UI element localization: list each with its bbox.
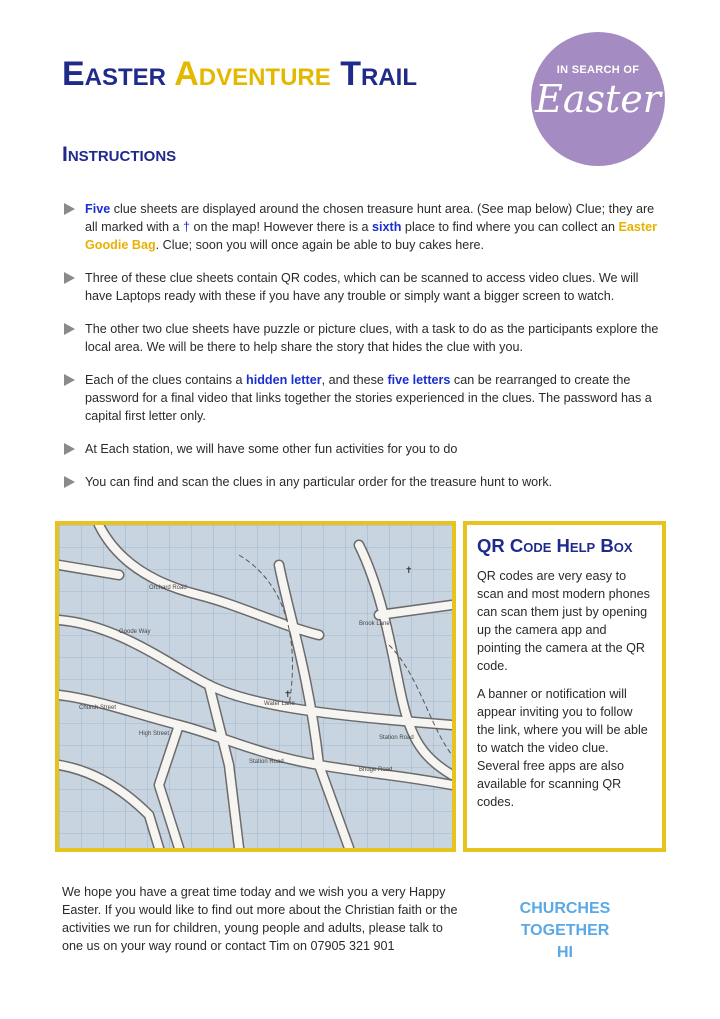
instructions-list <box>62 200 662 506</box>
church-cross-icon: ✝ <box>405 566 413 576</box>
highlight-goodie-bag: Easter Goodie Bag <box>85 220 657 252</box>
help-box-paragraph: QR codes are very easy to scan and most modern phones can scan them just by opening up the camera app and pointing the camera at the QR code. <box>477 569 650 673</box>
title-part-trail: Trail <box>330 55 417 93</box>
highlight-five: Five <box>85 202 111 216</box>
instructions-heading: Instructions <box>62 143 177 166</box>
title-part-easter: Easter <box>62 55 175 93</box>
instruction-text: place to find where you can collect an <box>401 220 619 234</box>
highlight-five-letters: five letters <box>387 373 451 387</box>
instruction-text: At Each station, we will have some other fun activities for you to do <box>85 442 458 456</box>
map-label: Station Road <box>379 735 414 741</box>
instruction-text: Each of the clues contains a <box>85 373 247 387</box>
treasure-hunt-map <box>55 521 456 852</box>
highlight-sixth: sixth <box>372 220 402 234</box>
instruction-text: Three of these clue sheets contain QR codes, which can be scanned to access video clues. We will have Laptops ready with these if you have any trouble or simply want a bigger screen to watch. <box>85 271 639 303</box>
map-label: Station Road <box>249 759 284 765</box>
title-part-adventure: Adventure <box>174 55 331 93</box>
instruction-text: You can find and scan the clues in any particular order for the treasure hunt to work. <box>85 475 553 489</box>
in-search-of-easter-logo <box>531 32 665 166</box>
logo-line: CHURCHES <box>519 900 611 917</box>
logo-line: TOGETHER <box>520 922 610 939</box>
street-map-illustration <box>59 525 452 848</box>
map-label: Bridge Road <box>359 767 393 773</box>
help-box-paragraph: A banner or notification will appear inviting you to follow the link, where you will be able to watch the video clue. Several free apps are also available for scanning QR codes. <box>477 687 648 809</box>
page-title <box>62 54 417 94</box>
bullet-arrow-icon <box>64 203 75 215</box>
help-box-title: QR Code Help Box <box>477 535 633 556</box>
instruction-text: . Clue; soon you will once again be able to buy cakes here. <box>155 238 485 252</box>
badge-big-text: Easter <box>535 77 661 121</box>
instruction-item <box>62 269 662 305</box>
map-label: Brook Lane <box>359 621 390 627</box>
bullet-arrow-icon <box>64 272 75 284</box>
instruction-text: , and these <box>321 373 388 387</box>
bullet-arrow-icon <box>64 374 75 386</box>
map-label: Goode Way <box>119 629 151 635</box>
instruction-text: The other two clue sheets have puzzle or picture clues, with a task to do as the participants explore the local area. We will be there to help share the story that hides the clue with you. <box>85 322 659 354</box>
bullet-arrow-icon <box>64 476 75 488</box>
closing-message: We hope you have a great time today and we wish you a very Happy Easter. If you would like to find out more about the Christian faith or the activities we run for children, young people and adults, please talk to one us on your way round or contact Tim on 07905 321 901 <box>62 885 458 953</box>
badge-small-text: IN SEARCH OF <box>556 64 640 76</box>
instruction-item <box>62 320 662 356</box>
map-label: Church Street <box>79 705 117 711</box>
map-label: High Street <box>139 731 170 737</box>
church-cross-icon: ✝ <box>284 690 292 700</box>
instruction-text: clue sheets are displayed around the chosen treasure hunt area. (See map below) Clue; they are all marked with a <box>85 202 655 234</box>
bullet-arrow-icon <box>64 443 75 455</box>
highlight-hidden-letter: hidden letter <box>246 373 322 387</box>
map-label: Orchard Road <box>149 585 187 591</box>
logo-line: HI <box>557 944 573 961</box>
instruction-item <box>62 473 662 491</box>
bullet-arrow-icon <box>64 323 75 335</box>
instruction-item <box>62 440 662 458</box>
map-label: Water Lane <box>264 701 295 707</box>
instruction-item <box>62 371 662 425</box>
instruction-text: on the map! However there is a <box>190 220 373 234</box>
churches-together-logo <box>500 898 630 964</box>
qr-code-help-box <box>463 521 666 852</box>
instruction-item <box>62 200 662 254</box>
instruction-text: can be rearranged to create the password for a final video that links together the stories experienced in the clues. The password has a capital first letter only. <box>85 373 652 423</box>
cross-icon: † <box>183 220 191 234</box>
